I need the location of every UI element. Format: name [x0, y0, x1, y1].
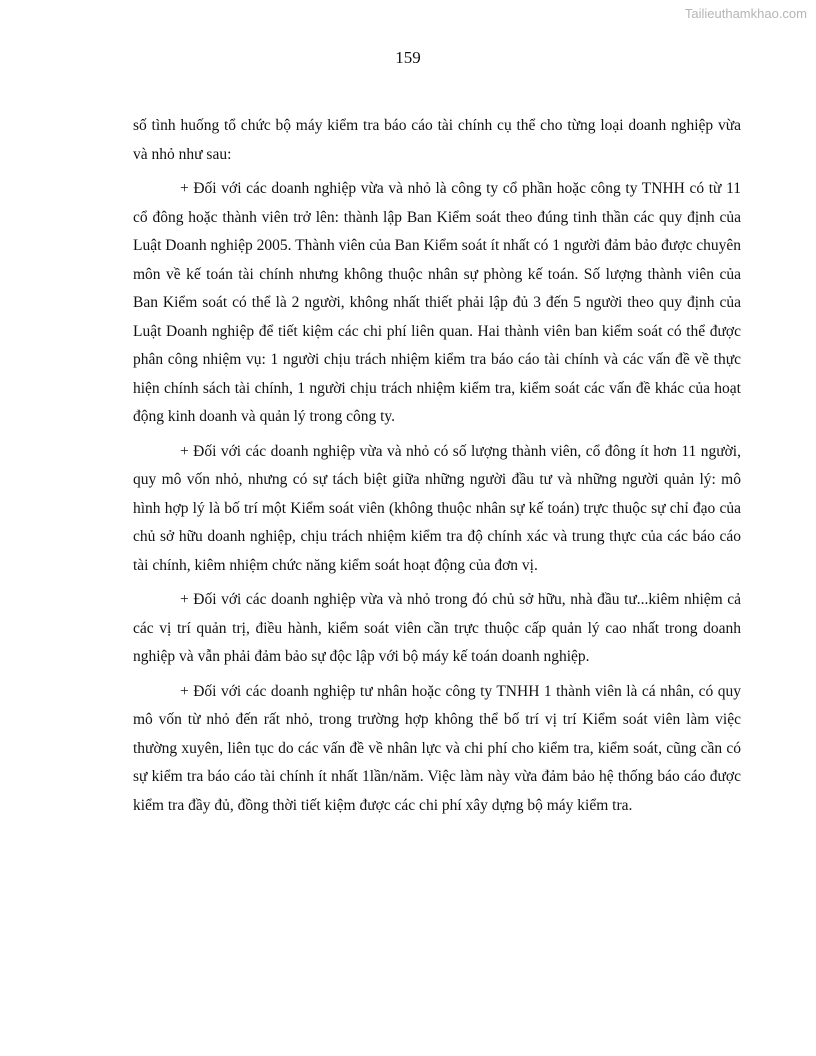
- paragraph-intro: số tình huống tổ chức bộ máy kiểm tra báo cáo tài chính cụ thể cho từng loại doanh nghiệp vừa và nhỏ như sau:: [133, 117, 741, 163]
- paragraph-owner-managed: + Đối với các doanh nghiệp vừa và nhỏ trong đó chủ sở hữu, nhà đầu tư...kiêm nhiệm cả các vị trí quản trị, điều hành, kiểm soát viên cần trực thuộc cấp quản lý cao nhất trong doanh nghiệp và vẫn phải đảm bảo sự độc lập với bộ máy kế toán doanh nghiệp.: [133, 591, 741, 665]
- paragraph-joint-stock-companies: + Đối với các doanh nghiệp vừa và nhỏ là công ty cổ phần hoặc công ty TNHH có từ 11 cổ đông hoặc thành viên trở lên: thành lập Ban Kiểm soát theo đúng tinh thần các quy định của Luật Doanh nghiệp 2005. Thành viên của Ban Kiểm soát ít nhất có 1 người đảm bảo được chuyên môn về kế toán tài chính nhưng không thuộc nhân sự phòng kế toán. Số lượng thành viên của Ban Kiểm soát có thể là 2 người, không nhất thiết phải lập đủ 3 đến 5 người theo quy định của Luật Doanh nghiệp để tiết kiệm các chi phí liên quan. Hai thành viên ban kiểm soát có thể được phân công nhiệm vụ: 1 người chịu trách nhiệm kiểm tra báo cáo tài chính và các vấn đề về thực hiện chính sách tài chính, 1 người chịu trách nhiệm kiểm tra, kiểm soát các vấn đề khác của hoạt động kinh doanh và quản lý trong công ty.: [133, 180, 741, 425]
- page-number: 159: [395, 48, 421, 67]
- paragraph-private-enterprises: + Đối với các doanh nghiệp tư nhân hoặc công ty TNHH 1 thành viên là cá nhân, có quy mô vốn từ nhỏ đến rất nhỏ, trong trường hợp không thể bố trí vị trí Kiểm soát viên làm việc thường xuyên, liên tục do các vấn đề về nhân lực và chi phí cho kiểm tra, kiểm soát, cũng cần có sự kiểm tra báo cáo tài chính ít nhất 1lần/năm. Việc làm này vừa đảm bảo hệ thống báo cáo được kiểm tra đầy đủ, đồng thời tiết kiệm được các chi phí xây dựng bộ máy kiểm tra.: [133, 682, 741, 814]
- paragraph-small-member-companies: + Đối với các doanh nghiệp vừa và nhỏ có số lượng thành viên, cổ đông ít hơn 11 người, quy mô vốn nhỏ, nhưng có sự tách biệt giữa những người đầu tư và những người quản lý: mô hình hợp lý là bố trí một Kiểm soát viên (không thuộc nhân sự kế toán) trực thuộc sự chỉ đạo của chủ sở hữu doanh nghiệp, chịu trách nhiệm kiểm tra độ chính xác và trung thực của các báo cáo tài chính, kiêm nhiệm chức năng kiểm soát hoạt động của đơn vị.: [133, 442, 741, 574]
- document-body: [133, 112, 741, 826]
- watermark: Tailieuthamkhao.com: [684, 6, 807, 21]
